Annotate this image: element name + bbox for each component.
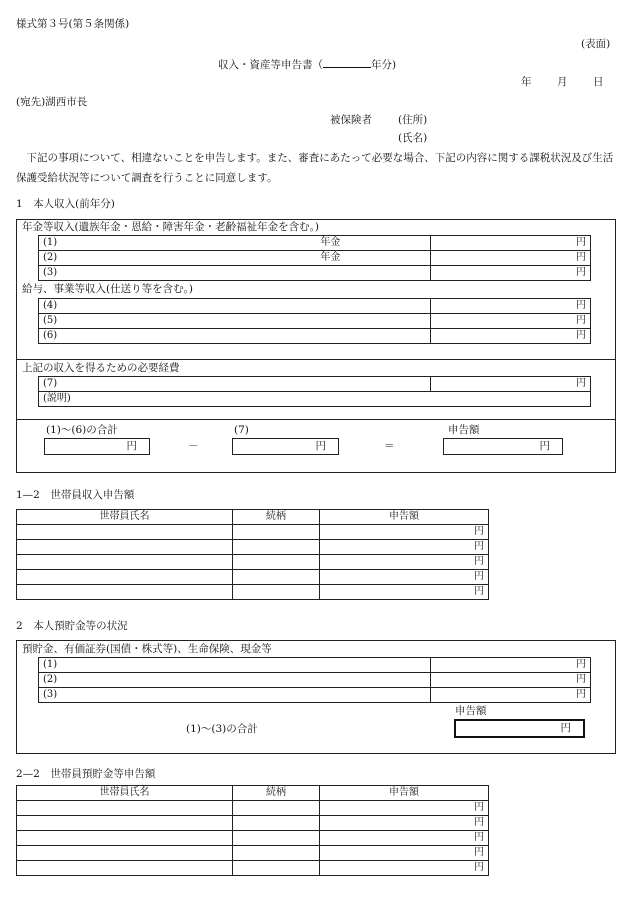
savings-label: 預貯金、有価証券(国債・株式等)、生命保険、現金等 [22, 643, 272, 655]
minus-sign: － [188, 440, 199, 452]
table-row [39, 314, 591, 329]
row-cell[interactable] [39, 236, 431, 251]
explain-cell[interactable]: (説明) [39, 392, 591, 407]
name-cell[interactable] [17, 846, 233, 861]
side-label: (表面) [581, 38, 611, 50]
seven-label: (7) [234, 424, 249, 436]
name-cell[interactable] [17, 861, 233, 876]
title-prefix: 収入・資産等申告書（ [218, 59, 323, 71]
col-relation-header: 続柄 [233, 786, 320, 801]
name-cell[interactable] [17, 525, 233, 540]
col-name-header: 世帯員氏名 [17, 510, 233, 525]
member-income-table [16, 509, 489, 600]
name-cell[interactable] [17, 801, 233, 816]
table-row [39, 392, 591, 407]
declared-label: 申告額 [448, 424, 480, 436]
amount-cell[interactable]: 円 [431, 236, 591, 251]
row-number: (1) [43, 237, 58, 248]
savings-table [38, 657, 591, 703]
address-label: (住所) [398, 114, 428, 126]
col-relation-header: 続柄 [233, 510, 320, 525]
declaration-text: 下記の事項について、相違ないことを申告します。また、審査にあたって必要な場合、下記の内容に関する課税状況及び生活保護受給状況等について調査を行うことに同意します。 [16, 152, 614, 184]
row-number: (2) [43, 252, 58, 263]
name-cell[interactable] [17, 831, 233, 846]
table-row [17, 831, 489, 846]
year-blank[interactable] [323, 57, 371, 68]
table-row [39, 266, 591, 281]
expense-label: 上記の収入を得るための必要経費 [22, 362, 180, 374]
row-cell[interactable] [39, 266, 431, 281]
section2-heading: 2 本人預貯金等の状況 [16, 620, 128, 632]
table-row [17, 525, 489, 540]
date-day-label: 日 [593, 76, 604, 88]
amount-cell[interactable]: 円 [431, 329, 591, 344]
table-row [39, 236, 591, 251]
amount-cell[interactable]: 円 [320, 861, 489, 876]
amount-cell[interactable]: 円 [320, 801, 489, 816]
name-cell[interactable] [17, 540, 233, 555]
amount-cell[interactable]: 円 [431, 251, 591, 266]
table-row [39, 377, 591, 392]
table-row [17, 570, 489, 585]
insured-label: 被保険者 [330, 114, 372, 126]
amount-cell[interactable]: 円 [320, 525, 489, 540]
declared-field[interactable] [443, 438, 563, 455]
row-kind: 年金 [320, 237, 341, 248]
amount-cell[interactable]: 円 [320, 570, 489, 585]
row-cell[interactable]: (2) [39, 673, 431, 688]
amount-cell[interactable]: 円 [431, 377, 591, 392]
table-row [39, 251, 591, 266]
table-row [39, 329, 591, 344]
section1-heading: 1 本人収入(前年分) [16, 198, 115, 210]
name-cell[interactable] [17, 555, 233, 570]
table-row [17, 816, 489, 831]
member-savings-table [16, 785, 489, 876]
row-cell[interactable]: (4) [39, 299, 431, 314]
amount-cell[interactable]: 円 [320, 585, 489, 600]
salary-label: 給与、事業等収入(仕送り等を含む。) [22, 283, 193, 295]
pension-label: 年金等収入(遺族年金・恩給・障害年金・老齢福祉年金を含む。) [22, 221, 319, 233]
seven-field[interactable] [232, 438, 339, 455]
addressee: (宛先)湖西市長 [16, 96, 88, 108]
relation-cell[interactable] [233, 861, 320, 876]
table-row [39, 688, 591, 703]
yen-unit: 円 [315, 440, 326, 452]
sum-label: (1)～(6)の合計 [46, 424, 118, 436]
relation-cell[interactable] [233, 540, 320, 555]
section12-heading: 1—2 世帯員収入申告額 [16, 489, 135, 501]
divider [16, 419, 616, 420]
row-cell[interactable] [39, 251, 431, 266]
table-row [17, 801, 489, 816]
yen-unit: 円 [560, 722, 571, 734]
col-amount-header: 申告額 [320, 786, 489, 801]
amount-cell[interactable]: 円 [320, 540, 489, 555]
name-cell[interactable] [17, 585, 233, 600]
savings-declared-field[interactable] [454, 719, 585, 738]
yen-unit: 円 [539, 440, 550, 452]
sum-field[interactable] [44, 438, 150, 455]
table-row [17, 540, 489, 555]
savings-sum-label: (1)～(3)の合計 [186, 723, 258, 735]
equals-sign: ＝ [384, 440, 395, 452]
relation-cell[interactable] [233, 846, 320, 861]
form-number: 様式第３号(第５条関係) [16, 18, 130, 30]
name-label: (氏名) [398, 132, 428, 144]
table-row [17, 846, 489, 861]
row-kind: 年金 [320, 252, 341, 263]
relation-cell[interactable] [233, 525, 320, 540]
pension-table [38, 235, 591, 281]
row-number: (3) [43, 267, 58, 278]
amount-cell[interactable]: 円 [320, 831, 489, 846]
expense-table [38, 376, 591, 407]
row-cell[interactable]: (1) [39, 658, 431, 673]
relation-cell[interactable] [233, 555, 320, 570]
amount-cell[interactable]: 円 [431, 673, 591, 688]
table-row [39, 658, 591, 673]
amount-cell[interactable]: 円 [431, 314, 591, 329]
table-header [17, 786, 489, 801]
relation-cell[interactable] [233, 831, 320, 846]
row-cell[interactable]: (6) [39, 329, 431, 344]
amount-cell[interactable]: 円 [320, 555, 489, 570]
col-amount-header: 申告額 [320, 510, 489, 525]
table-row [17, 861, 489, 876]
table-row [17, 585, 489, 600]
yen-unit: 円 [126, 440, 137, 452]
title-suffix: 年分) [371, 59, 397, 71]
date-year-label: 年 [521, 76, 532, 88]
table-header [17, 510, 489, 525]
amount-cell[interactable]: 円 [431, 266, 591, 281]
amount-cell[interactable]: 円 [431, 688, 591, 703]
row-cell[interactable]: (3) [39, 688, 431, 703]
table-row [39, 299, 591, 314]
amount-cell[interactable]: 円 [431, 299, 591, 314]
row-cell[interactable]: (5) [39, 314, 431, 329]
relation-cell[interactable] [233, 570, 320, 585]
amount-cell[interactable]: 円 [320, 846, 489, 861]
name-cell[interactable] [17, 816, 233, 831]
row-cell[interactable]: (7) [39, 377, 431, 392]
salary-table [38, 298, 591, 344]
divider [16, 359, 616, 360]
date-month-label: 月 [557, 76, 568, 88]
section22-heading: 2—2 世帯員預貯金等申告額 [16, 768, 156, 780]
amount-cell[interactable]: 円 [320, 816, 489, 831]
relation-cell[interactable] [233, 585, 320, 600]
document-title [218, 57, 396, 72]
table-row [17, 555, 489, 570]
col-name-header: 世帯員氏名 [17, 786, 233, 801]
amount-cell[interactable]: 円 [431, 658, 591, 673]
table-row [39, 673, 591, 688]
savings-declared-label: 申告額 [455, 705, 487, 717]
relation-cell[interactable] [233, 816, 320, 831]
name-cell[interactable] [17, 570, 233, 585]
relation-cell[interactable] [233, 801, 320, 816]
